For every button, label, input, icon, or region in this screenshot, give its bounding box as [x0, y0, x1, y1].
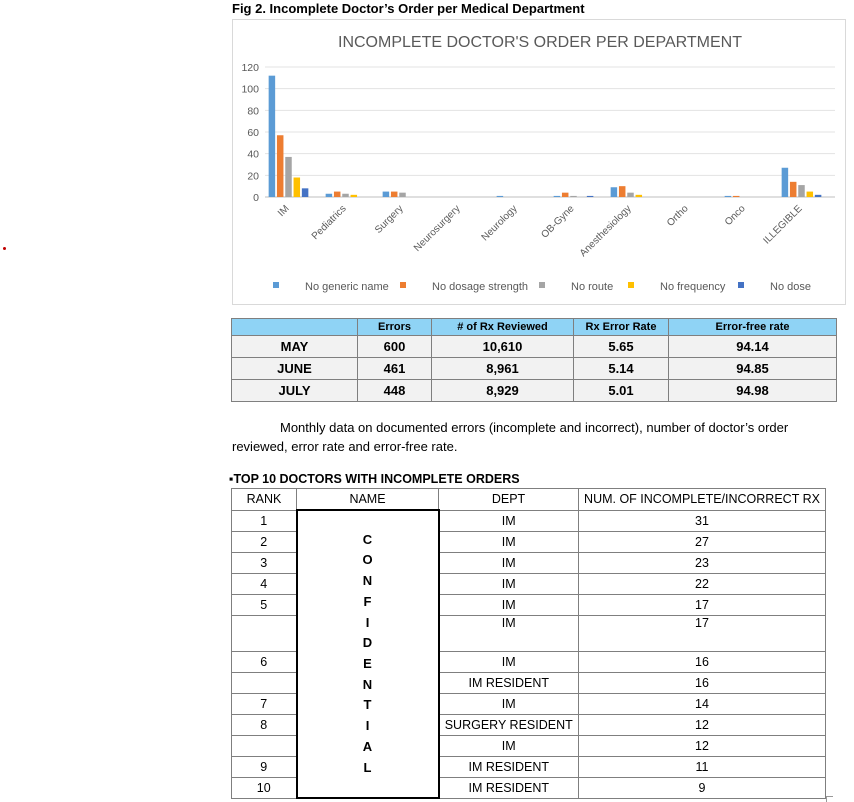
dept-cell: IM — [439, 693, 579, 714]
x-tick-label: Neurosurgery — [411, 203, 463, 254]
month-cell: MAY — [232, 336, 358, 358]
figure-caption: Fig 2. Incomplete Doctor’s Order per Medical Department — [232, 1, 585, 16]
dept-cell: SURGERY RESIDENT — [439, 714, 579, 735]
summary-value-cell: 94.85 — [669, 358, 837, 380]
y-tick-label: 20 — [247, 170, 259, 183]
rank-cell: 5 — [232, 594, 297, 615]
summary-row — [232, 358, 837, 380]
bar — [285, 157, 292, 197]
bar — [497, 196, 504, 197]
bar — [798, 185, 805, 197]
y-tick-label: 120 — [241, 62, 259, 74]
bar — [587, 196, 594, 197]
x-tick-label: Pediatrics — [309, 203, 349, 243]
bar — [302, 188, 309, 197]
legend-label: No generic name — [305, 281, 389, 293]
rank-cell — [232, 735, 297, 756]
dept-cell: IM — [439, 594, 579, 615]
summary-header-cell: # of Rx Reviewed — [432, 319, 574, 336]
bar — [790, 182, 797, 197]
count-cell: 16 — [579, 672, 826, 693]
y-tick-label: 40 — [247, 148, 259, 161]
count-cell: 17 — [579, 615, 826, 651]
confidential-letter: I — [365, 718, 370, 734]
top10-header-cell: DEPT — [439, 489, 579, 511]
y-tick-label: 80 — [247, 105, 259, 118]
count-cell: 11 — [579, 756, 826, 777]
top10-title-text: TOP 10 DOCTORS WITH INCOMPLETE ORDERS — [233, 472, 520, 486]
legend-swatch — [738, 282, 744, 288]
bar — [636, 195, 643, 197]
top10-header-row — [232, 489, 826, 511]
rank-cell: 7 — [232, 693, 297, 714]
confidential-letter: E — [363, 656, 372, 671]
legend-label: No dosage strength — [432, 281, 529, 293]
confidential-letter: T — [363, 697, 372, 713]
rank-cell: 3 — [232, 552, 297, 573]
dept-cell: IM — [439, 510, 579, 531]
rank-cell: 1 — [232, 510, 297, 531]
bar — [277, 135, 284, 197]
rank-cell — [232, 672, 297, 693]
confidential-letter: C — [362, 531, 373, 547]
confidential-letter: N — [362, 676, 373, 692]
summary-value-cell: 448 — [358, 380, 432, 402]
bar — [611, 187, 618, 197]
summary-row — [232, 380, 837, 402]
summary-value-cell: 461 — [358, 358, 432, 380]
legend-swatch — [628, 282, 634, 288]
count-cell: 31 — [579, 510, 826, 531]
legend-swatch — [273, 282, 279, 288]
x-tick-label: OB-Gyne — [539, 203, 577, 241]
x-tick-label: Onco — [722, 203, 748, 229]
summary-value-cell: 94.14 — [669, 336, 837, 358]
count-cell: 27 — [579, 531, 826, 552]
legend-swatch — [400, 282, 406, 288]
rank-cell: 9 — [232, 756, 297, 777]
count-cell: 23 — [579, 552, 826, 573]
top10-row — [232, 510, 826, 531]
monthly-summary-table — [231, 318, 837, 402]
legend-label: No dose — [770, 281, 811, 293]
summary-row — [232, 336, 837, 358]
count-cell: 9 — [579, 777, 826, 798]
summary-paragraph — [232, 418, 832, 456]
x-tick-label: Surgery — [373, 203, 406, 236]
rank-cell — [232, 615, 297, 651]
bar — [351, 195, 358, 197]
bar — [725, 196, 732, 197]
y-tick-label: 60 — [247, 127, 259, 139]
bar — [294, 178, 301, 198]
bar — [554, 196, 561, 197]
count-cell: 12 — [579, 714, 826, 735]
bar — [334, 192, 341, 197]
rank-cell: 6 — [232, 651, 297, 672]
x-tick-label: Anesthesiology — [577, 203, 634, 260]
count-cell: 12 — [579, 735, 826, 756]
top10-table — [231, 488, 826, 799]
top10-header-cell: NUM. OF INCOMPLETE/INCORRECT RX — [579, 489, 826, 511]
summary-value-cell: 5.01 — [574, 380, 669, 402]
x-tick-label: IM — [275, 203, 292, 219]
confidential-label — [298, 530, 438, 778]
top10-header-cell: NAME — [297, 489, 439, 511]
summary-header-row — [232, 319, 837, 336]
dept-cell: IM — [439, 735, 579, 756]
dept-cell: IM — [439, 651, 579, 672]
count-cell: 22 — [579, 573, 826, 594]
confidential-letter: D — [362, 635, 373, 651]
legend-label: No frequency — [660, 281, 726, 293]
paragraph-text: Monthly data on documented errors (incomplete and incorrect), number of doctor’s order reviewed, error rate and error-free rate. — [232, 420, 789, 454]
confidential-name-cell — [297, 510, 439, 798]
month-cell: JUNE — [232, 358, 358, 380]
dept-cell: IM — [439, 615, 579, 651]
summary-header-cell: Rx Error Rate — [574, 319, 669, 336]
dept-cell: IM — [439, 573, 579, 594]
dept-cell: IM — [439, 531, 579, 552]
summary-header-cell: Error-free rate — [669, 319, 837, 336]
confidential-letter: F — [363, 593, 372, 609]
page-corner-mark — [826, 796, 833, 802]
rank-cell: 4 — [232, 573, 297, 594]
summary-value-cell: 8,929 — [432, 380, 574, 402]
summary-value-cell: 5.65 — [574, 336, 669, 358]
x-tick-label: Ortho — [665, 203, 691, 229]
bar-chart — [233, 20, 847, 306]
rank-cell: 2 — [232, 531, 297, 552]
bar — [619, 186, 626, 197]
legend-label: No route — [571, 281, 614, 293]
bar — [733, 196, 740, 197]
y-tick-label: 100 — [241, 83, 259, 96]
summary-value-cell: 8,961 — [432, 358, 574, 380]
count-cell: 16 — [579, 651, 826, 672]
dept-cell: IM RESIDENT — [439, 756, 579, 777]
bar — [815, 195, 822, 197]
rank-cell: 10 — [232, 777, 297, 798]
bar — [269, 76, 276, 197]
rank-cell: 8 — [232, 714, 297, 735]
y-tick-label: 0 — [253, 192, 259, 204]
confidential-letter: N — [362, 573, 373, 589]
summary-header-cell: Errors — [358, 319, 432, 336]
dept-cell: IM RESIDENT — [439, 672, 579, 693]
summary-value-cell: 10,610 — [432, 336, 574, 358]
summary-value-cell: 600 — [358, 336, 432, 358]
top10-header-cell: RANK — [232, 489, 297, 511]
stray-mark — [3, 247, 6, 250]
summary-value-cell: 94.98 — [669, 380, 837, 402]
dept-cell: IM — [439, 552, 579, 573]
chart-title: INCOMPLETE DOCTOR'S ORDER PER DEPARTMENT — [338, 34, 742, 51]
dept-cell: IM RESIDENT — [439, 777, 579, 798]
x-tick-label: Neurology — [479, 203, 520, 244]
confidential-letter: A — [362, 738, 373, 754]
bar — [383, 192, 390, 197]
summary-value-cell: 5.14 — [574, 358, 669, 380]
confidential-letter: O — [362, 552, 373, 568]
x-tick-label: ILLEGIBLE — [761, 203, 805, 247]
count-cell: 17 — [579, 594, 826, 615]
summary-header-cell — [232, 319, 358, 336]
confidential-letter: I — [365, 614, 370, 630]
bar — [326, 194, 333, 197]
bar — [807, 192, 814, 197]
bar — [570, 196, 577, 197]
top10-title: ▪TOP 10 DOCTORS WITH INCOMPLETE ORDERS — [229, 472, 520, 486]
bar — [562, 193, 569, 197]
chart-container — [232, 19, 846, 305]
bar — [342, 194, 349, 197]
count-cell: 14 — [579, 693, 826, 714]
bar — [391, 192, 398, 197]
bar — [627, 193, 634, 197]
legend-swatch — [539, 282, 545, 288]
confidential-letter: L — [363, 759, 372, 775]
bar — [782, 168, 789, 197]
month-cell: JULY — [232, 380, 358, 402]
bar — [399, 193, 406, 197]
